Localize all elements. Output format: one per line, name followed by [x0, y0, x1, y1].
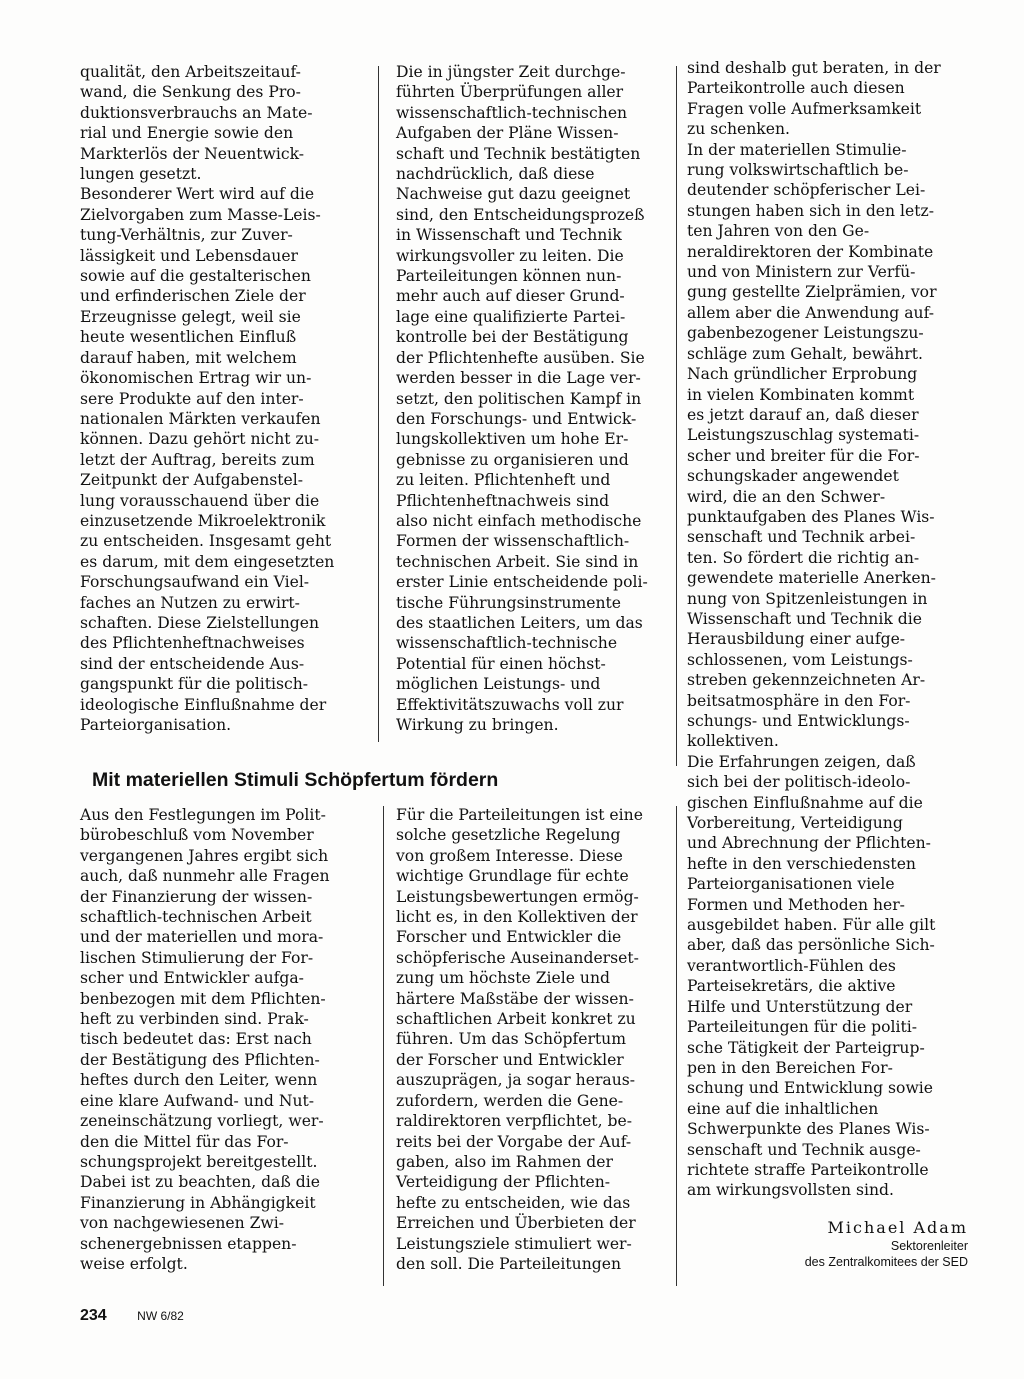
column-1-text: qualität, den Arbeitszeitauf- wand, die Senkung des Pro- duktionsverbrauchs an Mate- rial und Energie sowie den Markterlös der Neuentwick- lungen gesetzt. Besonderer Wert wird auf die Zielvorgaben zum Masse-Leis- tung-Verhältnis, zur Zuver- lässigkeit und Lebensdauer sowie auf die gestalterischen und erfinderischen Ziele der Erzeugnisse gelegt, weil sie heute wesentlichen Einfluß darauf haben, mit welchem ökonomischen Ertrag wir un- sere Produkte auf den inter- nationalen Märkten verkaufen können. Dazu gehört nicht zu- letzt der Auftrag, bereits zum Zeitpunkt der Aufgabenstel- lung vorausschauend über die einzusetzende Mikroelektronik zu entscheiden. Insgesamt geht es darum, mit dem eingesetzten Forschungsaufwand ein Viel- faches an Nutzen zu erwirt- schaften. Diese Zielstellungen des Pflichtenheftnachweises sind der entscheidende Aus- gangspunkt für die politisch- ideologische Einflußnahme der Parteiorganisation. — [80, 63, 335, 734]
column-2-text: Die in jüngster Zeit durchge- führten Überprüfungen aller wissenschaftlich-technischen Aufgaben der Pläne Wissen- schaft und Technik bestätigten nachdrücklich, daß diese Nachweise gut dazu geeignet sind, den Entscheidungsprozeß in Wissenschaft und Technik wirkungsvoller zu leiten. Die Parteileitungen können nun- mehr auch auf dieser Grund- lage eine qualifizierte Partei- kontrolle bei der Bestätigung der Pflichtenhefte ausüben. Sie werden besser in die Lage ver- setzt, den politischen Kampf in den Forschungs- und Entwick- lungskollektiven um hohe Er- gebnisse zu organisieren und zu leiten. Pflichtenheft und Pflichtenheftnachweis sind also nicht einfach methodische Formen der wissenschaftlich- technischen Arbeit. Sie sind in erster Linie entscheidende poli- tische Führungsinstrumente des staatlichen Leiters, um das wissenschaftlich-technische Potential für einen höchst- möglichen Leistungs- und Effektivitätszuwachs voll zur Wirkung zu bringen. — [396, 63, 648, 734]
section-heading: Mit materiellen Stimuli Schöpfertum fördern — [92, 769, 499, 791]
column-divider — [676, 66, 677, 766]
author-name: Michael Adam — [827, 1218, 968, 1237]
column-divider — [378, 66, 379, 742]
issue-label: NW 6/82 — [137, 1309, 184, 1323]
column-divider — [383, 806, 384, 1286]
author-role: des Zentralkomitees der SED — [804, 1255, 968, 1269]
column-divider — [676, 806, 677, 1286]
column-3-text: sind deshalb gut beraten, in der Parteikontrolle auch diesen Fragen volle Aufmerksamkeit zu schenken. In der materiellen Stimulie- rung volkswirtschaftlich be- deutender schöpferischer Lei- stungen haben sich in den letz- ten Jahren von den Ge- neraldirektoren der Kombinate und von Ministern zur Verfü- gung gestellte Zielprämien, vor allem aber die Anwendung auf- gabenbezogener Leistungszu- schläge zum Gehalt, bewährt. Nach gründlicher Erprobung in vielen Kombinaten kommt es jetzt darauf an, daß dieser Leistungszuschlag systemati- scher und breiter für die For- schungskader angewendet wird, die an den Schwer- punktaufgaben des Planes Wis- senschaft und Technik arbei- ten. So fördert die richtig an- gewendete materielle Anerken- nung von Spitzenleistungen in Wissenschaft und Technik die Herausbildung einer aufge- schlossenen, vom Leistungs- streben gekennzeichneten Ar- beitsatmosphäre in den For- schungs- und Entwicklungs- kollektiven. Die Erfahrungen zeigen, daß sich bei der politisch-ideolo- gischen Einflußnahme auf die Vorbereitung, Verteidigung und Abrechnung der Pflichten- hefte in den verschiedensten Parteiorganisationen viele Formen und Methoden her- ausgebildet haben. Für alle gilt aber, daß das persönliche Sich- verantwortlich-Fühlen des Parteisekretärs, die aktive Hilfe und Unterstützung der Parteileitungen für die politi- sche Tätigkeit der Parteigrup- pen in den Bereichen For- schung und Entwicklung sowie eine auf die inhaltlichen Schwerpunkte des Planes Wis- senschaft und Technik ausge- richtete straffe Parteikontrolle am wirkungsvollsten sind. — [687, 59, 941, 1200]
page-number: 234 — [80, 1307, 107, 1324]
column-5-text: Für die Parteileitungen ist eine solche gesetzliche Regelung von großem Interesse. Diese wichtige Grundlage für echte Leistungsbewertungen ermög- licht es, in den Kollektiven der Forscher und Entwickler die schöpferische Auseinanderset- zung um höchste Ziele und härtere Maßstäbe der wissen- schaftlichen Arbeit konkret zu führen. Um das Schöpfertum der Forscher und Entwickler auszuprägen, ja sogar heraus- zufordern, werden die Gene- raldirektoren verpflichtet, be- reits bei der Vorgabe der Auf- gaben, also im Rahmen der Verteidigung der Pflichten- hefte zu entscheiden, wie das Erreichen und Überbieten der Leistungsziele stimuliert wer- den soll. Die Parteileitungen — [396, 806, 643, 1273]
column-4-text: Aus den Festlegungen im Polit- bürobeschluß vom November vergangenen Jahres ergibt sich auch, daß nunmehr alle Fragen der Finanzierung der wissen- schaftlich-technischen Arbeit und der materiellen und mora- lischen Stimulierung der For- scher und Entwickler aufga- benbezogen mit dem Pflichten- heft zu verbinden sind. Prak- tisch bedeutet das: Erst nach der Bestätigung des Pflichten- heftes durch den Leiter, wenn eine klare Aufwand- und Nut- zeneinschätzung vorliegt, wer- den die Mittel für das For- schungsprojekt bereitgestellt. Dabei ist zu beachten, daß die Finanzierung in Abhängigkeit von nachgewiesenen Zwi- schenergebnissen etappen- weise erfolgt. — [80, 806, 330, 1273]
page-footer — [80, 1307, 184, 1325]
author-signature — [805, 1218, 968, 1270]
author-role: Sektorenleiter — [890, 1239, 968, 1253]
